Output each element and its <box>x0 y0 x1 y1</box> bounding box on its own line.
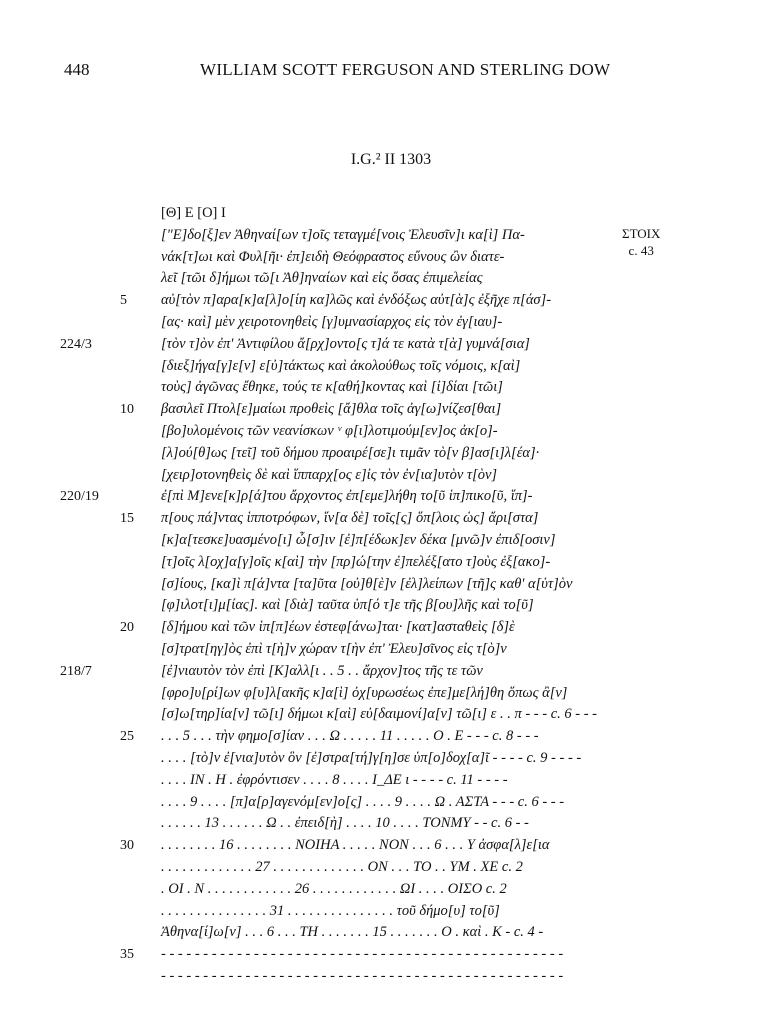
line-text: - - - - - - - - - - - - - - - - - - - - - - - - - - - - - - - - - - - - - - - - - - - - - - - - <box>161 967 564 984</box>
line-number: 15 <box>120 511 134 527</box>
line-text: . . . . ΙΝ . Η . ἐφρόντισεν . . . . 8 . . . . Ι_ΔΕ ι - - - - c. 11 - - - - <box>161 771 508 788</box>
line-date: 218/7 <box>60 663 92 679</box>
line-text: [φρο]υ[ρί]ων φ[υ]λ[ακῆς κ]α[ὶ] ὀχ[υρωσέως ἐπε]με[λή]θη ὅπως ἂ[ν] <box>161 684 568 701</box>
line-text: [διεξ]ήγα[γ]ε[ν] ε[ὐ]τάκτως καὶ ἀκολούθως τοῖς νόμοις, κ[αὶ] <box>161 357 521 374</box>
line-date: 220/19 <box>60 489 99 505</box>
line-text: [δ]ήμου καὶ τῶν ἱπ[π]έων ἐστεφ[άνω]ται· [κατ]ασταθεὶς [δ]ὲ <box>161 619 515 636</box>
line-text: . . . . [τὸ]ν ἐ[νια]υτὸν ὃν [ἐ]στρα[τή]γ[η]σε ὑπ[ο]δοχ[α]ῖ - - - - c. 9 - - - - <box>161 749 582 766</box>
inscription-line <box>60 813 740 835</box>
line-text: [τὸν τ]ὸν ἐπ' Ἀντιφίλου ἄ[ρχ]οντο[ς τ]ά τε κατὰ τ[ὰ] γυμνά[σια] <box>161 335 530 352</box>
inscription-line <box>60 683 740 705</box>
line-text: [τ]οῖς λ[οχ]α[γ]οῖς κ[αὶ] τὴν [πρ]ώ[την ἐ]πελέξ[ατο τ]οὺς ἐξ[ακο]- <box>161 553 551 570</box>
inscription-line <box>60 901 740 923</box>
line-text: . . . . . . . . 16 . . . . . . . . ΝΟΙΗΑ . . . . . ΝΟΝ . . . 6 . . . Υ ἀσφα[λ]ε[ια <box>161 837 550 854</box>
line-text: . . . 5 . . . τὴν φημο[σ]ίαν . . . Ω . . . . . 11 . . . . . Ο . Ε - - - c. 8 - - - <box>161 728 539 745</box>
line-text: . ΟΙ . Ν . . . . . . . . . . . . 26 . . . . . . . . . . . . ΩΙ . . . . ΟΙΣΟ c. 2 <box>161 880 507 897</box>
line-text: αὐ[τὸν π]αρα[κ]α[λ]ο[ίη κα]λῶς καὶ ἐνδόξως αὐτ[ὰ]ς ἐξῆχε π[άσ]- <box>161 292 552 309</box>
inscription-line <box>60 944 740 966</box>
inscription-line <box>60 922 740 944</box>
inscription-line <box>60 661 740 683</box>
line-number: 35 <box>120 947 134 963</box>
inscription-line <box>60 530 740 552</box>
line-date: 224/3 <box>60 336 92 352</box>
stoichedon-count: c. 43 <box>628 243 654 258</box>
line-number: 20 <box>120 620 134 636</box>
inscription-line <box>60 443 740 465</box>
inscription-line <box>60 748 740 770</box>
inscription-line <box>60 857 740 879</box>
line-text: [σ]ίους, [κα]ὶ π[ά]ντα [τα]ῦτα [οὐ]θ[ὲ]ν [ἐλ]λείπων [τῆ]ς καθ' α[ὑτ]ὸν <box>161 575 573 592</box>
inscription-line <box>60 268 740 290</box>
line-text: . . . . . . . . . . . . . 27 . . . . . . . . . . . . . ΟΝ . . . ΤΟ . . ΥΜ . ΧΕ c. 2 <box>161 858 523 875</box>
line-text: [φ]ιλοτ[ι]μ[ίας]. καὶ [διὰ] ταῦτα ὑπ[ό τ]ε τῆς β[ου]λῆς καὶ το[ῦ] <box>161 597 534 614</box>
line-text: βασιλεῖ Πτολ[ε]μαίωι προθεὶς [ἄ]θλα τοῖς ἀγ[ω]νίζεσ[θαι] <box>161 401 502 418</box>
inscription-line <box>60 203 740 225</box>
inscription-line <box>60 966 740 988</box>
line-text: Ἀθηνα[ί]ω[ν] . . . 6 . . . ΤΗ . . . . . . . 15 . . . . . . . Ο . καὶ . Κ - c. 4 - <box>161 924 544 941</box>
running-title: WILLIAM SCOTT FERGUSON AND STERLING DOW <box>200 60 611 79</box>
line-text: π[ους πά]ντας ἱπποτρόφων, ἵν[α δὲ] τοῖς[ς] ὅπ[λοις ὡς] ἄρι[στα] <box>161 510 539 527</box>
inscription-line <box>60 334 740 356</box>
inscription-line <box>60 247 740 269</box>
line-text: - - - - - - - - - - - - - - - - - - - - - - - - - - - - - - - - - - - - - - - - - - - - - - - - <box>161 946 564 963</box>
line-text: [ας· καὶ] μὲν χειροτονηθεὶς [γ]υμνασίαρχος εἰς τὸν ἐγ[ιαυ]- <box>161 313 503 330</box>
line-text: νάκ[τ]ωι καὶ Φυλ[ῆι· ἐπ]ειδὴ Θεόφραστος εὔνους ὢν διατε- <box>161 248 505 265</box>
page-number: 448 <box>64 60 90 79</box>
inscription-line <box>60 356 740 378</box>
line-text: ["Ε]δο[ξ]εν Ἀθηναί[ων τ]οῖς τεταγμέ[νοις Ἐλευσῖν]ι κα[ὶ] Πα- <box>161 226 525 243</box>
stoichedon-label: ΣΤΟΙΧ <box>622 226 661 241</box>
inscription-line <box>60 486 740 508</box>
inscription-line <box>60 225 740 247</box>
inscription-line <box>60 726 740 748</box>
inscription-line <box>60 574 740 596</box>
line-number: 10 <box>120 402 134 418</box>
inscription-line <box>60 421 740 443</box>
inscription-line <box>60 617 740 639</box>
line-text: [σ]τρατ[ηγ]ὸς ἐπὶ τ[ὴ]ν χώραν τ[ὴν ἐπ' Ἐλευ]σῖνος εἰς τ[ὸ]ν <box>161 640 507 657</box>
inscription-line <box>60 879 740 901</box>
line-number: 30 <box>120 838 134 854</box>
line-text: [ἐ]νιαυτὸν τὸν ἐπὶ [Κ]αλλ[ι . . 5 . . ἄρχον]τος τῆς τε τῶν <box>161 662 483 679</box>
line-number: 25 <box>120 729 134 745</box>
line-text: [κ]α[τεσκε]υασμένο[ι] ὦ[σ]ιν [ἐ]π[έδωκ]εν δέκα [μνῶ]ν ἐπιδ[οσιν] <box>161 531 556 548</box>
inscription-line <box>60 508 740 530</box>
inscription-line <box>60 399 740 421</box>
inscription-text <box>60 203 740 988</box>
line-text: τοὺς] ἀγῶνας ἔθηκε, τούς τε κ[αθή]κοντας καὶ [ἰ]δίαι [τῶι] <box>161 379 503 396</box>
line-text: ἐ[πὶ Μ]ενε[κ]ρ[ά]του ἄρχοντος ἐπ[εμε]λήθη το[ῦ ἱπ]πικο[ῦ, ἵπ]- <box>161 488 533 505</box>
inscription-line <box>60 465 740 487</box>
inscription-line <box>60 552 740 574</box>
line-text: . . . . . . . . . . . . . . . 31 . . . . . . . . . . . . . . . τοῦ δήμο[υ] το[ῦ] <box>161 902 500 919</box>
inscription-line <box>60 792 740 814</box>
line-text: . . . . 9 . . . . [π]α[ρ]αγενόμ[εν]ο[ς] . . . . 9 . . . . Ω . ΑΣΤΑ - - - c. 6 - - - <box>161 793 565 810</box>
line-text: [λ]ού[θ]ως [τεῖ] τοῦ δήμου προαιρέ[σε]ι τιμᾶν τὸ[ν β]ασ[ι]λ[έα]· <box>161 444 540 461</box>
inscription-line <box>60 770 740 792</box>
inscription-title: I.G.² II 1303 <box>350 151 432 168</box>
inscription-line <box>60 835 740 857</box>
inscription-line <box>60 312 740 334</box>
line-text: [Θ] Ε [Ο] Ι <box>161 205 226 221</box>
line-text: λεῖ [τῶι δ]ήμωι τῶ[ι Ἀθ]ηναίων καὶ εἰς ὅσας ἐπιμελείας <box>161 270 483 287</box>
line-number: 5 <box>120 293 127 309</box>
inscription-line <box>60 377 740 399</box>
line-text: [βο]υλομένοις τῶν νεανίσκων ᵛ φ[ι]λοτιμούμ[εν]ος ἀκ[ο]- <box>161 422 498 439</box>
inscription-line <box>60 704 740 726</box>
inscription-line <box>60 595 740 617</box>
line-text: [χειρ]οτονηθεὶς δὲ καὶ ἵππαρχ[ος ε]ἰς τὸν ἐν[ια]υτὸν τ[ὸν] <box>161 466 498 483</box>
line-text: . . . . . . 13 . . . . . . Ω . . ἐπειδ[ὴ] . . . . 10 . . . . ΤΟΝΜΥ - - c. 6 - - <box>161 815 529 832</box>
inscription-line <box>60 290 740 312</box>
line-text: [σ]ω[τηρ]ία[ν] τῶ[ι] δήμωι κ[αὶ] εὐ[δαιμονί]α[ν] τῶ[ι] ε . . π - - - c. 6 - - - <box>161 706 598 723</box>
inscription-line <box>60 639 740 661</box>
